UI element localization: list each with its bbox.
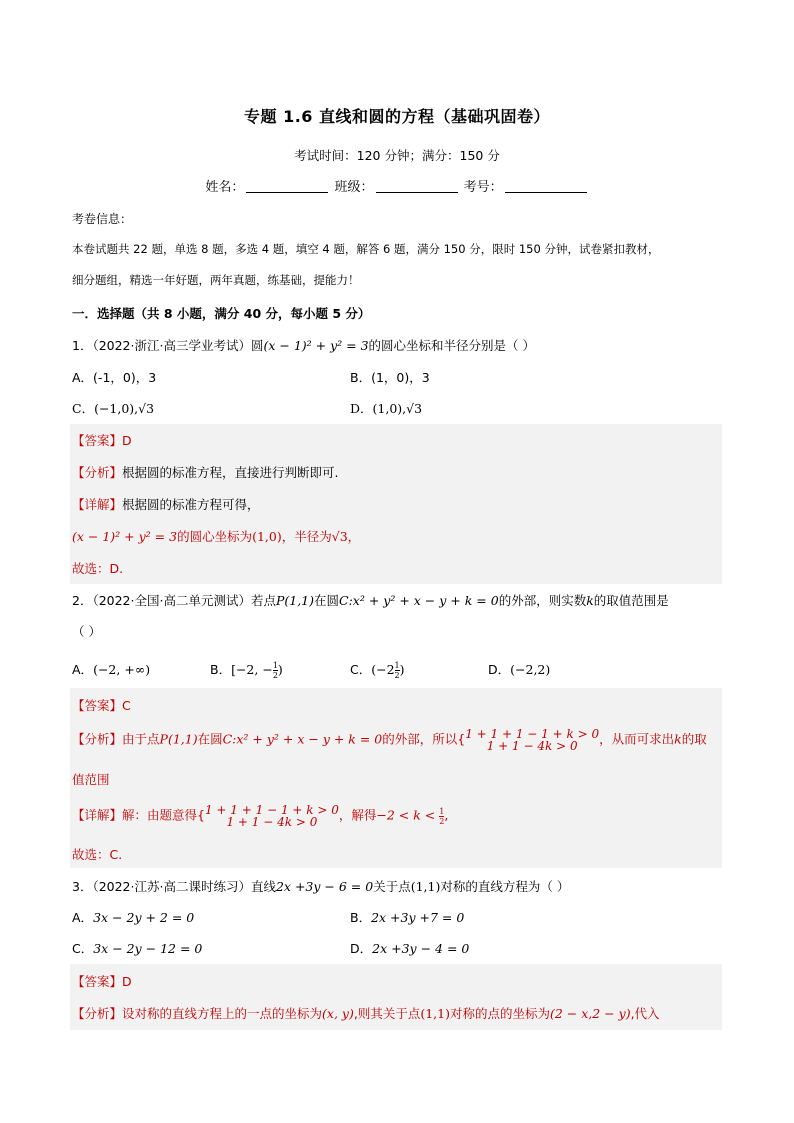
- q2-analysis-mid2: 的外部，所以{: [382, 731, 466, 747]
- name-label: 姓名：: [205, 180, 245, 195]
- q2-answer-tag: 【答案】: [72, 698, 123, 713]
- q2-detail-end: ,: [444, 807, 449, 823]
- q3-option-d-label: D．: [350, 941, 373, 956]
- q2-analysis-mid: 在圆: [197, 731, 223, 747]
- q3-answer-tag: 【答案】: [72, 974, 123, 989]
- q1-option-a[interactable]: A．(-1，0)，3: [72, 370, 157, 385]
- q3-stem-suffix: 对称的直线方程为（ ）: [440, 879, 570, 894]
- q2-option-a[interactable]: [72, 660, 150, 678]
- q1-detail: [72, 495, 260, 513]
- q1-option-c[interactable]: C．(−1,0),√3: [72, 401, 155, 416]
- q2-answer-box: [70, 688, 722, 868]
- q2-answer-value: C: [122, 698, 131, 713]
- q1-detail-line2: [72, 527, 360, 545]
- q1-option-d[interactable]: D．(1,0),√3: [350, 401, 423, 416]
- q1-stem-prefix: 1．（2022·浙江·高三学业考试）圆: [72, 338, 264, 353]
- q2-conclusion: 故选：C.: [72, 847, 123, 862]
- q3-option-a-label: A．: [72, 910, 94, 925]
- q3-option-c-value: 3x − 2y − 12 = 0: [93, 941, 203, 956]
- q2-point: P(1,1): [275, 593, 315, 608]
- q3-analysis-symmetric: (2 − x,2 − y): [549, 1006, 631, 1021]
- q3-option-b-label: B．: [350, 910, 372, 925]
- q2-analysis-circle: C:x² + y² + x − y + k = 0: [222, 731, 383, 747]
- q2-answer: [72, 696, 131, 714]
- q2-stem-suffix2: 的取值范围是: [593, 593, 669, 608]
- q3-option-d[interactable]: [350, 939, 469, 957]
- q3-option-a-value: 3x − 2y + 2 = 0: [93, 910, 195, 925]
- q2-option-c-den: 2: [394, 671, 400, 680]
- q1-detail-tag: 【详解】: [72, 497, 123, 512]
- info-heading: 考卷信息：: [72, 212, 133, 226]
- q2-analysis: [72, 728, 707, 752]
- q3-analysis-end: ,代入: [630, 1006, 660, 1021]
- q2-system-line2: 1 + 1 − 4k > 0: [486, 739, 578, 753]
- q3-option-c-label: C．: [72, 941, 94, 956]
- q2-option-c[interactable]: [350, 660, 405, 680]
- q1-detail-end: ，: [347, 529, 361, 544]
- q2-detail: [72, 804, 448, 828]
- q1-equation: (x − 1)² + y² = 3: [263, 338, 369, 353]
- q2-circle-equation: C:x² + y² + x − y + k = 0: [339, 593, 499, 608]
- q2-analysis-point: P(1,1): [159, 731, 198, 747]
- number-blank[interactable]: [505, 180, 587, 193]
- q2-detail-den: 2: [439, 816, 445, 826]
- q1-stem-suffix: 的圆心坐标和半径分别是（ ）: [368, 338, 536, 353]
- q1-detail-center: (1,0): [252, 529, 282, 544]
- q2-option-b-post: ): [277, 662, 283, 677]
- info-line-2: 细分题组，精选一年好题，两年真题，练基础，提能力！: [72, 273, 360, 287]
- page-title: 专题 1.6 直线和圆的方程（基础巩固卷）: [244, 107, 550, 126]
- class-blank[interactable]: [376, 180, 458, 193]
- q3-stem-prefix: 3．（2022·江苏·高二课时练习）直线: [72, 879, 276, 894]
- q1-analysis: [72, 463, 339, 481]
- q2-option-b-label: B．: [210, 662, 232, 677]
- student-info-line: [0, 176, 794, 195]
- q2-option-d-label: D．: [488, 662, 511, 677]
- q2-detail-pre: 解：由题意得{: [122, 807, 205, 823]
- q2-detail-system-line1: 1 + 1 + 1 − 1 + k > 0: [204, 803, 339, 817]
- q3-analysis-xy: (x, y): [322, 1006, 354, 1021]
- q1-detail-equation: (x − 1)² + y² = 3: [72, 529, 178, 544]
- q2-option-c-num: 1: [394, 661, 400, 670]
- q2-option-a-label: A．: [72, 662, 94, 677]
- q1-detail-text: 根据圆的标准方程可得，: [122, 497, 260, 512]
- q1-conclusion: 故选：D.: [72, 561, 124, 576]
- q2-stem-line2: （ ）: [72, 624, 101, 639]
- q3-analysis-pre: 设对称的直线方程上的一点的坐标为: [122, 1006, 323, 1021]
- q1-option-b[interactable]: B．(1，0)，3: [350, 370, 430, 385]
- q2-option-b-pre: [−2, −: [231, 662, 273, 677]
- q2-option-b-den: 2: [272, 671, 278, 680]
- q3-answer-value: D: [122, 974, 132, 989]
- q1-analysis-text: 根据圆的标准方程，直接进行判断即可.: [122, 465, 339, 480]
- q3-stem: [72, 877, 569, 895]
- q2-option-b-num: 1: [272, 661, 278, 670]
- q2-detail-num: 1: [439, 806, 445, 816]
- q2-stem-mid: 在圆: [314, 593, 340, 608]
- q1-answer: [72, 431, 132, 449]
- q2-option-b[interactable]: [210, 660, 283, 680]
- q3-analysis-tag: 【分析】: [72, 1006, 123, 1021]
- q2-detail-system: [205, 804, 339, 828]
- q2-option-c-pre: (−2: [371, 662, 395, 677]
- exam-time: 考试时间：120 分钟；满分：150 分: [294, 148, 500, 163]
- q3-analysis-mid: ,则其关于点: [353, 1006, 421, 1021]
- q1-detail-text1: 的圆心坐标为: [177, 529, 253, 544]
- q3-line-equation: 2x +3y − 6 = 0: [275, 879, 374, 894]
- q1-answer-tag: 【答案】: [72, 433, 123, 448]
- q2-detail-system-line2: 1 + 1 − 4k > 0: [226, 815, 318, 829]
- number-label: 考号：: [463, 180, 503, 195]
- info-line-1: 本卷试题共 22 题，单选 8 题，多选 4 题，填空 4 题，解答 6 题，满分 150 分，限时 150 分钟，试卷紧扣教材，: [72, 242, 660, 256]
- q2-option-a-value: (−2, +∞): [93, 662, 151, 677]
- q2-stem: [72, 591, 669, 609]
- q1-analysis-tag: 【分析】: [72, 465, 123, 480]
- class-label: 班级：: [334, 180, 374, 195]
- q2-analysis-post: ，从而可求出: [599, 731, 675, 747]
- q2-stem-prefix: 2．（2022·全国·高二单元测试）若点: [72, 593, 276, 608]
- q2-option-c-label: C．: [350, 662, 372, 677]
- q2-stem-suffix1: 的外部，则实数: [498, 593, 587, 608]
- q3-analysis-mid2: 对称的点的坐标为: [449, 1006, 550, 1021]
- q3-option-a[interactable]: [72, 908, 194, 926]
- q2-option-c-post: ): [399, 662, 405, 677]
- q2-detail-tag: 【详解】: [72, 807, 123, 823]
- q2-analysis-pre: 由于点: [122, 731, 160, 747]
- q2-system-line1: 1 + 1 + 1 − 1 + k > 0: [465, 727, 600, 741]
- q3-option-b[interactable]: [350, 908, 464, 926]
- name-blank[interactable]: [246, 180, 328, 193]
- q3-answer: [72, 972, 132, 990]
- q1-detail-radius: √3: [331, 529, 348, 544]
- q2-detail-inequality: −2 < k <: [376, 807, 440, 823]
- q3-option-c[interactable]: [72, 939, 202, 957]
- q2-option-d-value: (−2,2): [510, 662, 551, 677]
- section-heading: 一．选择题（共 8 小题，满分 40 分，每小题 5 分）: [72, 306, 371, 321]
- q2-option-d[interactable]: [488, 660, 550, 678]
- q2-k: k: [586, 593, 594, 608]
- q2-analysis-system: [465, 728, 599, 752]
- q2-analysis-line2: 值范围: [72, 772, 110, 787]
- q3-analysis: [72, 1004, 660, 1022]
- q3-stem-mid: 关于点: [373, 879, 411, 894]
- q3-analysis-point: (1,1): [420, 1006, 450, 1021]
- q2-analysis-tag: 【分析】: [72, 731, 123, 747]
- q2-analysis-end: 的取: [681, 731, 707, 747]
- q3-option-b-value: 2x +3y +7 = 0: [371, 910, 465, 925]
- q1-detail-text2: ，半径为: [281, 529, 332, 544]
- q3-option-d-value: 2x +3y − 4 = 0: [372, 941, 470, 956]
- q3-point: (1,1): [410, 879, 441, 894]
- q1-answer-value: D: [122, 433, 132, 448]
- q2-analysis-k: k: [674, 731, 682, 747]
- q1-stem: [72, 336, 535, 354]
- q2-detail-post: ，解得: [338, 807, 377, 823]
